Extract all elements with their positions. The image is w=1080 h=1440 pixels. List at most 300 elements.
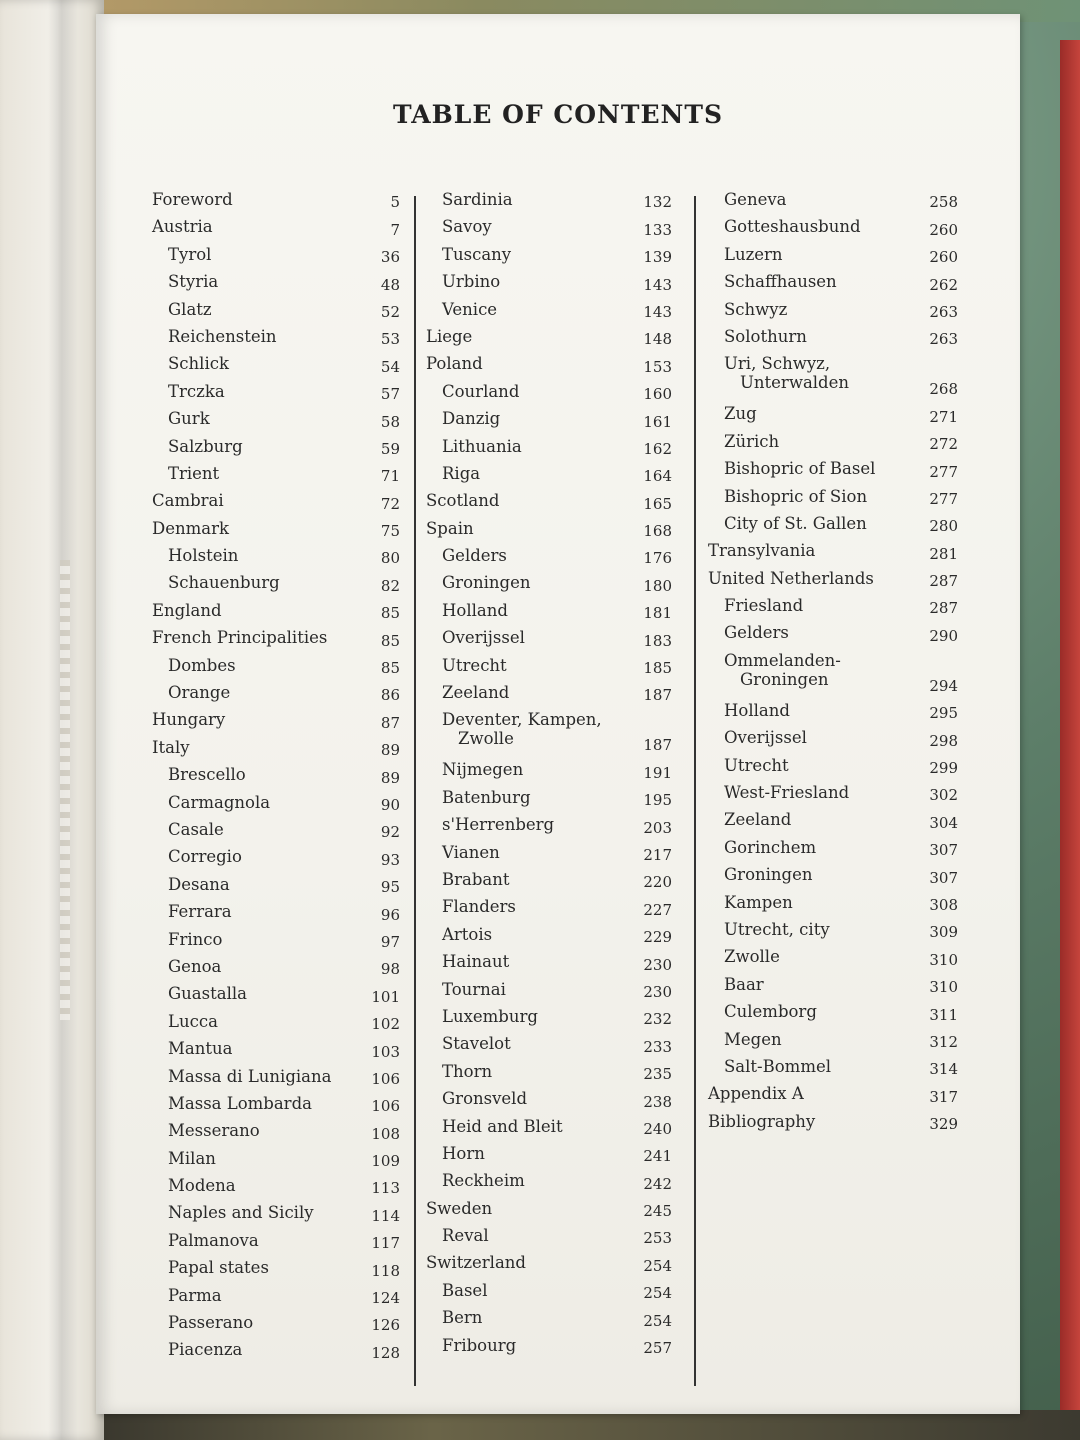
toc-entry-page-number: 317	[929, 1087, 958, 1106]
toc-entry-title	[724, 300, 787, 319]
toc-entry-title	[168, 1067, 331, 1086]
toc-entry	[152, 217, 400, 244]
toc-entry-title	[426, 1199, 492, 1218]
toc-entry-page-number: 176	[643, 549, 672, 568]
toc-entry-title-line: Ferrara	[168, 902, 232, 922]
toc-entry-title-line: Ommelanden-	[724, 650, 841, 670]
toc-entry-page-number: 238	[643, 1092, 672, 1111]
toc-entry	[426, 300, 672, 327]
toc-entry-title-line: s'Herrenberg	[442, 815, 555, 835]
toc-entry-title-line: Gelders	[724, 623, 789, 643]
toc-entry-title	[442, 300, 497, 319]
toc-entry-page-number: 310	[929, 978, 958, 997]
toc-entry	[426, 601, 672, 628]
toc-entry-title	[724, 1030, 782, 1049]
toc-entry-title-line: Sardinia	[442, 190, 513, 209]
toc-entry-title	[152, 710, 225, 729]
toc-entry-page-number: 114	[371, 1206, 400, 1225]
toc-entry	[426, 710, 672, 760]
toc-entry	[152, 820, 400, 847]
toc-entry-title	[168, 820, 224, 839]
toc-entry	[426, 870, 672, 897]
toc-entry	[426, 464, 672, 491]
toc-entry-title	[442, 656, 507, 675]
toc-entry	[708, 487, 958, 514]
toc-entry	[708, 865, 958, 892]
toc-entry-page-number: 57	[380, 385, 400, 404]
toc-entry-page-number: 309	[929, 923, 958, 942]
toc-entry-title	[442, 1062, 492, 1081]
toc-entry-title	[442, 272, 500, 291]
toc-entry	[152, 984, 400, 1011]
toc-entry-title-line: Italy	[152, 737, 190, 757]
toc-entry	[426, 354, 672, 381]
toc-entry	[152, 738, 400, 765]
toc-entry-title-line: Glatz	[168, 299, 212, 319]
toc-entry-page-number: 191	[643, 763, 672, 782]
toc-entry-page-number: 302	[929, 786, 958, 805]
toc-entry-title-line: Schwyz	[724, 299, 788, 319]
toc-entry-title-line: Kampen	[724, 892, 793, 912]
toc-entry-title	[442, 546, 507, 565]
toc-entry-title	[168, 245, 211, 264]
toc-entry-title-line: Salt-Bommel	[724, 1056, 832, 1076]
toc-entry-title	[724, 893, 793, 912]
toc-entry-page-number: 185	[643, 659, 672, 678]
toc-entry-title-line: Uri, Schwyz,	[724, 354, 831, 374]
toc-entry-title-line: Schaffhausen	[724, 272, 837, 292]
toc-entry	[708, 1002, 958, 1029]
toc-entry-page-number: 307	[929, 868, 958, 887]
toc-entry-title-line: Holland	[442, 600, 508, 620]
toc-entry-title	[168, 765, 246, 784]
toc-entry-page-number: 102	[371, 1015, 400, 1034]
toc-entry-page-number: 113	[371, 1179, 400, 1198]
toc-entry-title	[442, 409, 500, 428]
toc-entry-title	[168, 1176, 236, 1195]
toc-entry	[152, 847, 400, 874]
toc-entry	[152, 793, 400, 820]
toc-entry-title	[724, 245, 783, 264]
toc-entry-page-number: 242	[643, 1174, 672, 1193]
toc-entry-page-number: 230	[643, 982, 672, 1001]
toc-entry-title	[442, 601, 508, 620]
toc-entry	[426, 272, 672, 299]
toc-entry-title-line: Stavelot	[442, 1034, 511, 1054]
toc-entry-title	[442, 1007, 538, 1026]
toc-entry	[152, 327, 400, 354]
toc-entry	[708, 1112, 958, 1139]
toc-entry-title	[442, 760, 523, 779]
toc-entry-title	[442, 1336, 516, 1355]
toc-entry	[426, 788, 672, 815]
toc-entry-page-number: 235	[643, 1065, 672, 1084]
toc-column-2	[426, 190, 672, 1363]
toc-entry-title	[168, 1258, 269, 1277]
toc-entry-page-number: 268	[929, 380, 958, 399]
toc-entry	[426, 491, 672, 518]
toc-entry-page-number: 280	[929, 517, 958, 536]
toc-entry	[152, 1203, 400, 1230]
toc-entry	[152, 957, 400, 984]
toc-entry-title-line: Tyrol	[168, 244, 212, 264]
toc-entry-title-line: Gotteshausbund	[724, 217, 861, 237]
toc-entry-title-line: Palmanova	[168, 1230, 259, 1250]
toc-entry-title	[724, 190, 787, 209]
toc-entry-title-line: Danzig	[442, 409, 501, 429]
toc-entry-page-number: 272	[929, 435, 958, 454]
toc-entry	[426, 683, 672, 710]
toc-entry-page-number: 168	[643, 522, 672, 541]
toc-entry-title	[442, 217, 492, 236]
toc-entry-page-number: 260	[929, 220, 958, 239]
toc-entry-title-line: Savoy	[442, 217, 492, 237]
toc-entry	[426, 1281, 672, 1308]
toc-entry-title-line: Bern	[442, 1308, 483, 1328]
toc-entry-page-number: 187	[643, 686, 672, 705]
toc-entry	[708, 947, 958, 974]
toc-entry	[426, 245, 672, 272]
toc-entry	[152, 245, 400, 272]
toc-entry-title	[442, 870, 510, 889]
toc-entry-title	[442, 980, 506, 999]
toc-entry-title-line: Brescello	[168, 765, 246, 785]
toc-entry-page-number: 103	[371, 1042, 400, 1061]
toc-entry-title-line: Baar	[724, 974, 764, 994]
toc-entry-page-number: 124	[371, 1289, 400, 1308]
toc-entry-title-line: Zeeland	[724, 810, 792, 830]
toc-entry	[152, 656, 400, 683]
toc-entry	[152, 601, 400, 628]
toc-entry	[708, 272, 958, 299]
toc-entry-title-line: Heid and Bleit	[442, 1116, 563, 1136]
toc-entry	[708, 756, 958, 783]
toc-entry-title-line: Dombes	[168, 655, 236, 675]
toc-entry-title	[168, 546, 238, 565]
toc-entry	[152, 1286, 400, 1313]
toc-entry	[426, 628, 672, 655]
toc-entry-title-line: Groningen	[740, 669, 829, 689]
toc-entry	[152, 546, 400, 573]
toc-entry-title-line: Switzerland	[426, 1253, 526, 1273]
toc-entry-title-line: Genoa	[168, 956, 222, 976]
toc-entry-title-line: Luxemburg	[442, 1006, 538, 1026]
toc-entry-title-line: Spain	[426, 518, 474, 538]
toc-entry-title-line: City of St. Gallen	[724, 513, 867, 533]
toc-entry	[708, 920, 958, 947]
toc-entry-title-line: Bishopric of Basel	[724, 459, 876, 479]
toc-entry-title-line: Reichenstein	[168, 326, 277, 346]
toc-entry	[152, 1258, 400, 1285]
toc-entry-title-line: Massa di Lunigiana	[168, 1066, 332, 1086]
toc-entry-page-number: 254	[643, 1311, 672, 1330]
book-cover-edge	[1060, 40, 1080, 1430]
toc-entry-title-line: Holstein	[168, 546, 239, 566]
toc-entry-page-number: 139	[643, 248, 672, 267]
toc-entry-title-line: Guastalla	[168, 984, 247, 1004]
toc-entry	[152, 1039, 400, 1066]
toc-entry-title-line: Utrecht	[724, 755, 789, 775]
toc-entry-title	[168, 1094, 312, 1113]
toc-entry	[708, 701, 958, 728]
toc-entry	[152, 902, 400, 929]
toc-entry-title-line: Unterwalden	[740, 373, 850, 393]
toc-entry-title	[724, 947, 780, 966]
toc-entry-title-line: Fribourg	[442, 1335, 517, 1355]
toc-entry	[426, 573, 672, 600]
toc-entry-title	[152, 190, 233, 209]
toc-entry	[708, 893, 958, 920]
toc-entry-title	[168, 875, 230, 894]
toc-entry-title	[724, 920, 830, 939]
toc-entry-title-line: Salzburg	[168, 436, 243, 456]
toc-entry-title-line: Tuscany	[442, 244, 512, 264]
toc-entry-title	[168, 1121, 260, 1140]
toc-entry-title	[442, 1144, 485, 1163]
toc-entry-page-number: 220	[643, 873, 672, 892]
toc-entry	[426, 897, 672, 924]
toc-entry	[152, 272, 400, 299]
toc-entry-page-number: 85	[380, 604, 400, 623]
toc-entry-title-line: Tournai	[442, 979, 506, 999]
toc-entry-title	[442, 1171, 525, 1190]
toc-entry-title	[724, 810, 791, 829]
toc-entry-title-line: Passerano	[168, 1313, 254, 1333]
toc-entry	[426, 952, 672, 979]
toc-entry-page-number: 161	[643, 412, 672, 431]
toc-entry-title	[724, 354, 849, 392]
toc-entry	[708, 651, 958, 701]
toc-entry-title	[724, 756, 789, 775]
toc-entry-title-line: Carmagnola	[168, 792, 271, 812]
toc-entry-title	[168, 847, 242, 866]
toc-entry-page-number: 262	[929, 275, 958, 294]
toc-entry-title-line: Schauenburg	[168, 573, 280, 593]
toc-entry-title-line: Hungary	[152, 710, 226, 730]
toc-entry-page-number: 98	[380, 960, 400, 979]
toc-entry-title	[442, 683, 509, 702]
toc-entry-page-number: 132	[643, 193, 672, 212]
toc-entry-title	[168, 573, 280, 592]
toc-entry-title-line: Geneva	[724, 190, 787, 209]
toc-entry-page-number: 117	[371, 1234, 400, 1253]
toc-entry-page-number: 95	[380, 878, 400, 897]
toc-entry-title	[442, 897, 516, 916]
toc-entry-title	[442, 1308, 482, 1327]
toc-entry-page-number: 58	[380, 412, 400, 431]
toc-entry-page-number: 153	[643, 357, 672, 376]
toc-entry-title-line: Trczka	[168, 381, 225, 401]
toc-entry-page-number: 162	[643, 439, 672, 458]
toc-entry-page-number: 241	[643, 1147, 672, 1166]
toc-entry-title	[708, 569, 874, 588]
toc-entry	[152, 354, 400, 381]
toc-entry-title-line: Batenburg	[442, 787, 531, 807]
toc-entry-title-line: Flanders	[442, 897, 516, 917]
toc-entry-title	[724, 514, 867, 533]
toc-entry-title-line: Messerano	[168, 1121, 260, 1141]
toc-entry-page-number: 126	[371, 1316, 400, 1335]
toc-entry-title	[152, 601, 222, 620]
toc-entry-page-number: 106	[371, 1069, 400, 1088]
toc-entry	[708, 432, 958, 459]
toc-entry-title-line: Transylvania	[708, 541, 816, 561]
toc-entry-title	[152, 628, 327, 647]
toc-entry	[152, 1012, 400, 1039]
toc-entry	[152, 1176, 400, 1203]
toc-entry-page-number: 71	[380, 467, 400, 486]
toc-entry-page-number: 229	[643, 928, 672, 947]
toc-entry-title-line: England	[152, 600, 222, 620]
toc-entry-title	[442, 1117, 563, 1136]
toc-entry-title-line: Mantua	[168, 1039, 233, 1059]
toc-entry-page-number: 187	[643, 736, 672, 755]
toc-entry-page-number: 263	[929, 330, 958, 349]
toc-entry-page-number: 160	[643, 385, 672, 404]
toc-entry	[152, 190, 400, 217]
toc-entry-page-number: 93	[380, 850, 400, 869]
toc-entry	[426, 1308, 672, 1335]
toc-entry-title	[442, 710, 602, 748]
toc-entry	[426, 925, 672, 952]
toc-entry-page-number: 258	[929, 193, 958, 212]
toc-entry-title-line: Groningen	[442, 573, 531, 593]
toc-entry-title	[442, 382, 519, 401]
toc-entry	[708, 354, 958, 404]
toc-entry	[426, 656, 672, 683]
toc-entry-page-number: 260	[929, 248, 958, 267]
toc-entry-title-line: Lucca	[168, 1011, 218, 1031]
toc-entry-page-number: 314	[929, 1060, 958, 1079]
toc-entry-title	[426, 519, 474, 538]
toc-entry	[426, 815, 672, 842]
toc-entry-title-line: Austria	[152, 217, 213, 237]
toc-entry-page-number: 263	[929, 302, 958, 321]
toc-entry-title	[724, 623, 789, 642]
toc-entry-title	[442, 815, 554, 834]
toc-entry-page-number: 254	[643, 1284, 672, 1303]
toc-entry-page-number: 80	[380, 549, 400, 568]
toc-entry	[152, 437, 400, 464]
toc-entry-page-number: 54	[380, 357, 400, 376]
toc-entry-page-number: 143	[643, 275, 672, 294]
toc-entry-title	[724, 975, 764, 994]
toc-entry	[152, 628, 400, 655]
toc-entry-title	[168, 930, 222, 949]
toc-entry-title-line: Courland	[442, 381, 520, 401]
toc-entry-title-line: Lithuania	[442, 436, 522, 456]
toc-entry-page-number: 312	[929, 1032, 958, 1051]
toc-entry-page-number: 183	[643, 631, 672, 650]
toc-entry-page-number: 310	[929, 950, 958, 969]
toc-entry-title	[708, 1084, 804, 1103]
toc-entry	[708, 1030, 958, 1057]
toc-entry	[152, 464, 400, 491]
toc-entry-title	[724, 783, 849, 802]
toc-entry-title	[168, 1149, 216, 1168]
toc-entry-title-line: Urbino	[442, 272, 501, 292]
toc-entry-title	[724, 404, 757, 423]
toc-entry-page-number: 165	[643, 494, 672, 513]
toc-entry-title	[152, 519, 229, 538]
toc-entry-title-line: Gurk	[168, 409, 210, 429]
toc-entry-page-number: 96	[380, 905, 400, 924]
toc-entry-title	[168, 1340, 242, 1359]
toc-entry-title	[724, 272, 837, 291]
toc-entry	[152, 930, 400, 957]
toc-entry-page-number: 257	[643, 1339, 672, 1358]
toc-entry	[708, 217, 958, 244]
toc-entry-page-number: 101	[371, 987, 400, 1006]
toc-entry-title	[442, 437, 522, 456]
toc-entry-title-line: Schlick	[168, 354, 229, 374]
toc-entry-title	[724, 432, 779, 451]
toc-entry	[152, 710, 400, 737]
toc-entry-page-number: 52	[380, 302, 400, 321]
toc-entry	[426, 1336, 672, 1363]
toc-entry	[708, 300, 958, 327]
toc-entry-title-line: Brabant	[442, 869, 510, 889]
toc-entry	[152, 573, 400, 600]
toc-entry	[708, 1084, 958, 1111]
toc-entry	[426, 1089, 672, 1116]
toc-entry-title-line: West-Friesland	[724, 783, 850, 803]
toc-entry-title	[442, 628, 525, 647]
toc-entry-title-line: Gelders	[442, 546, 507, 566]
toc-entry-title-line: Megen	[724, 1029, 782, 1049]
toc-entry-title-line: Modena	[168, 1176, 236, 1196]
toc-entry-title	[168, 793, 270, 812]
toc-entry-title-line: Nijmegen	[442, 760, 524, 780]
toc-entry-title	[442, 1089, 527, 1108]
toc-entry-page-number: 118	[371, 1261, 400, 1280]
toc-entry-title	[724, 459, 875, 478]
toc-entry	[708, 975, 958, 1002]
toc-entry-title	[442, 1226, 489, 1245]
toc-entry-title-line: Zeeland	[442, 683, 510, 703]
toc-entry-title	[152, 738, 190, 757]
toc-entry-title-line: Sweden	[426, 1198, 493, 1218]
toc-entry-page-number: 89	[380, 768, 400, 787]
toc-entry-title-line: Reval	[442, 1226, 489, 1246]
toc-entry-page-number: 245	[643, 1202, 672, 1221]
toc-entry-title-line: Corregio	[168, 847, 242, 867]
toc-entry-page-number: 329	[929, 1115, 958, 1134]
toc-entry-title-line: Gronsveld	[442, 1089, 528, 1109]
toc-entry	[708, 1057, 958, 1084]
toc-entry-title	[442, 573, 531, 592]
toc-entry	[708, 838, 958, 865]
toc-entry	[708, 327, 958, 354]
toc-entry-page-number: 295	[929, 704, 958, 723]
toc-entry-title	[708, 1112, 815, 1131]
toc-entry-title-line: Zwolle	[458, 729, 514, 749]
toc-entry-title	[426, 1253, 526, 1272]
toc-entry	[426, 409, 672, 436]
toc-entry-page-number: 217	[643, 845, 672, 864]
toc-entry-title-line: Overijssel	[724, 728, 807, 748]
toc-entry	[708, 783, 958, 810]
toc-column-3	[708, 190, 958, 1139]
toc-entry-page-number: 195	[643, 791, 672, 810]
toc-entry-title	[168, 354, 229, 373]
toc-entry-title-line: Appendix A	[708, 1084, 804, 1104]
toc-entry-title-line: Poland	[426, 354, 483, 374]
toc-entry-title	[152, 491, 224, 510]
toc-entry	[426, 760, 672, 787]
toc-entry	[152, 1067, 400, 1094]
toc-entry	[708, 190, 958, 217]
